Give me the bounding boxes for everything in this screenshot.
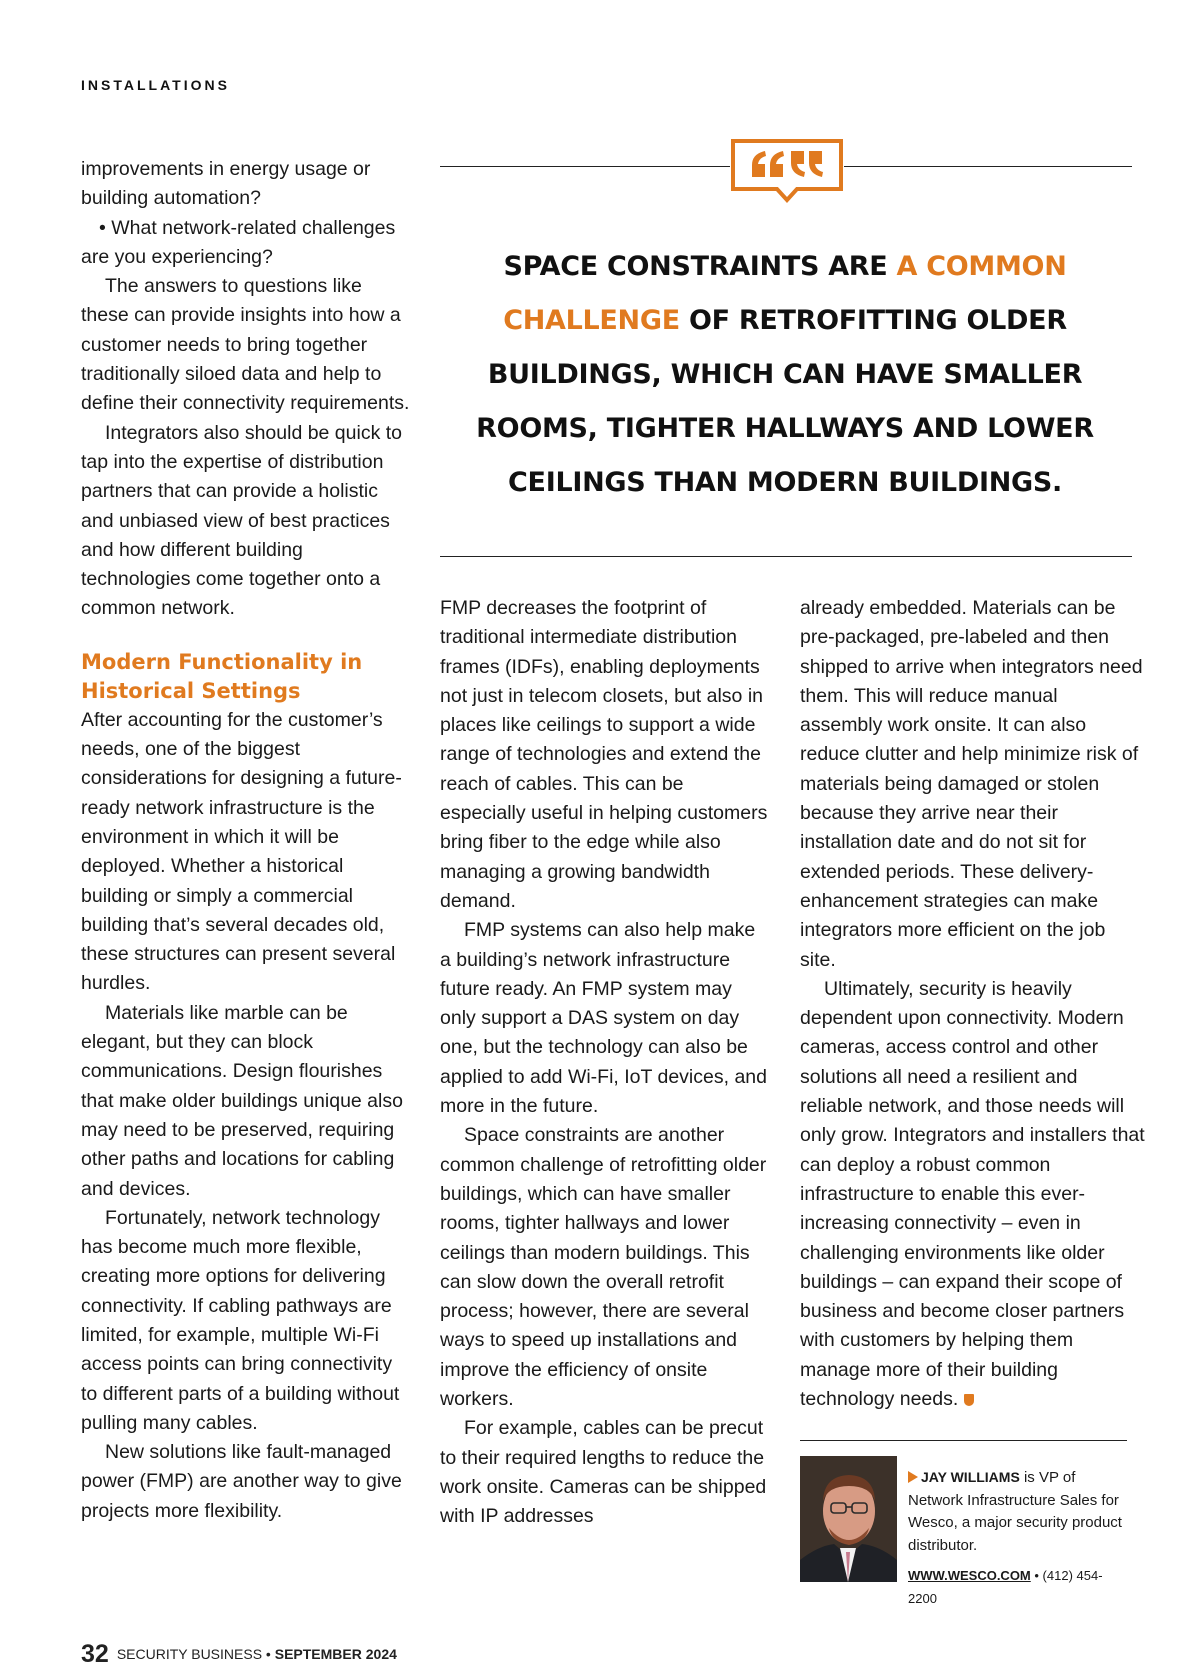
pullquote-text: SPACE CONSTRAINTS ARE bbox=[503, 251, 897, 282]
separator: • bbox=[1030, 1568, 1043, 1583]
paragraph bbox=[800, 975, 1145, 1414]
author-bio-text: is VP of Network Infrastructure Sales for Wesco, a major security product distributor. bbox=[908, 1469, 1122, 1554]
bullet-item: • What network-related challenges are you experiencing? bbox=[81, 216, 396, 268]
paragraph: Materials like marble can be elegant, but they can block communications. Design flourishes that make older buildings unique also may need to be preserved, requiring other paths and locations for cabling and devices. bbox=[81, 1001, 403, 1200]
page-number: 32 bbox=[81, 1640, 109, 1668]
issue-date: SEPTEMBER 2024 bbox=[274, 1646, 397, 1662]
section-label: INSTALLATIONS bbox=[81, 77, 230, 93]
paragraph: FMP systems can also help make a building’s network infrastructure future ready. An FMP system may only support a DAS system on day one, but the technology can also be applied to add Wi-Fi, IoT devices, and more in the future. bbox=[440, 919, 767, 1118]
separator: • bbox=[262, 1646, 275, 1662]
paragraph: New solutions like fault-managed power (FMP) are another way to give projects more flexibility. bbox=[81, 1441, 402, 1522]
author-bio bbox=[908, 1466, 1130, 1610]
paragraph: Integrators also should be quick to tap into the expertise of distribution partners that can provide a holistic and unbiased view of best practices and how different building technologies come together onto a common network. bbox=[81, 421, 403, 620]
paragraph: FMP decreases the footprint of traditional intermediate distribution frames (IDFs), enabling deployments not just in telecom closets, but also in places like ceilings to support a wide range of technologies and extend the reach of cables. This can be especially useful in helping customers bring fiber to the edge while also managing a growing bandwidth demand. bbox=[440, 597, 768, 912]
article-column-3 bbox=[800, 594, 1145, 1414]
article-column-1 bbox=[81, 155, 411, 1526]
author-description bbox=[908, 1466, 1130, 1557]
paragraph-text: Ultimately, security is heavily dependent upon connectivity. Modern cameras, access control and other solutions all need a resilient and reliable network, and those needs will only grow. Integrators and installers that can deploy a robust common infrastructure to enable this ever-increasing connectivity – even in challenging environments like older buildings – can expand their scope of business and become closer partners with customers by helping them manage more of their building technology needs. bbox=[800, 977, 1145, 1411]
author-name: JAY WILLIAMS bbox=[921, 1469, 1020, 1485]
page-footer bbox=[81, 1640, 397, 1669]
paragraph: already embedded. Materials can be pre-packaged, pre-labeled and then shipped to arrive when integrators need them. This will reduce manual assembly work onsite. It can also reduce clutter and help minimize risk of materials being damaged or stolen because they arrive near their installation date and do not sit for extended periods. These delivery-enhancement strategies can make integrators more efficient on the job site. bbox=[800, 597, 1143, 971]
pullquote-highlight: A COMMON CHALLENGE bbox=[503, 251, 1067, 336]
bio-rule bbox=[800, 1440, 1127, 1441]
paragraph: After accounting for the customer’s needs, one of the biggest considerations for designing a future-ready network infrastructure is the environment in which it will be deployed. Whether a historical building or simply a commercial building that’s several decades old, these structures can present several hurdles. bbox=[81, 708, 402, 995]
phone-number: (412) 454-2200 bbox=[908, 1568, 1103, 1606]
company-url-link[interactable]: WWW.WESCO.COM bbox=[908, 1568, 1031, 1583]
pullquote-top-rule-right bbox=[844, 166, 1132, 167]
paragraph: Space constraints are another common challenge of retrofitting older buildings, which can have smaller rooms, tighter hallways and lower ceilings than modern buildings. This can slow down the overall retrofit process; however, there are several ways to speed up installations and improve the efficiency of onsite workers. bbox=[440, 1124, 767, 1411]
end-of-article-icon bbox=[964, 1394, 974, 1406]
author-photo bbox=[800, 1456, 897, 1582]
article-column-2 bbox=[440, 594, 770, 1532]
paragraph: The answers to questions like these can provide insights into how a customer needs to bring together traditionally siloed data and help to define their connectivity requirements. bbox=[81, 275, 410, 415]
pullquote bbox=[440, 240, 1130, 510]
subheading: Modern Functionality in Historical Settings bbox=[81, 649, 363, 703]
author-contact bbox=[908, 1565, 1130, 1610]
paragraph: Fortunately, network technology has become much more flexible, creating more options for delivering connectivity. If cabling pathways are limited, for example, multiple Wi-Fi access points can bring connectivity to different parts of a building without pulling many cables. bbox=[81, 1206, 400, 1434]
pullquote-top-rule-left bbox=[440, 166, 730, 167]
arrow-icon bbox=[908, 1471, 918, 1483]
pullquote-text: OF RETROFITTING OLDER BUILDINGS, WHICH CAN HAVE SMALLER ROOMS, TIGHTER HALLWAYS AND LOWER CEILINGS THAN MODERN BUILDINGS. bbox=[476, 305, 1094, 498]
paragraph: For example, cables can be precut to their required lengths to reduce the work onsite. Cameras can be shipped with IP addresses bbox=[440, 1417, 767, 1528]
pullquote-bottom-rule bbox=[440, 556, 1132, 557]
quote-icon bbox=[730, 138, 844, 204]
publication-name: SECURITY BUSINESS bbox=[116, 1646, 263, 1662]
paragraph: improvements in energy usage or building automation? bbox=[81, 158, 371, 210]
